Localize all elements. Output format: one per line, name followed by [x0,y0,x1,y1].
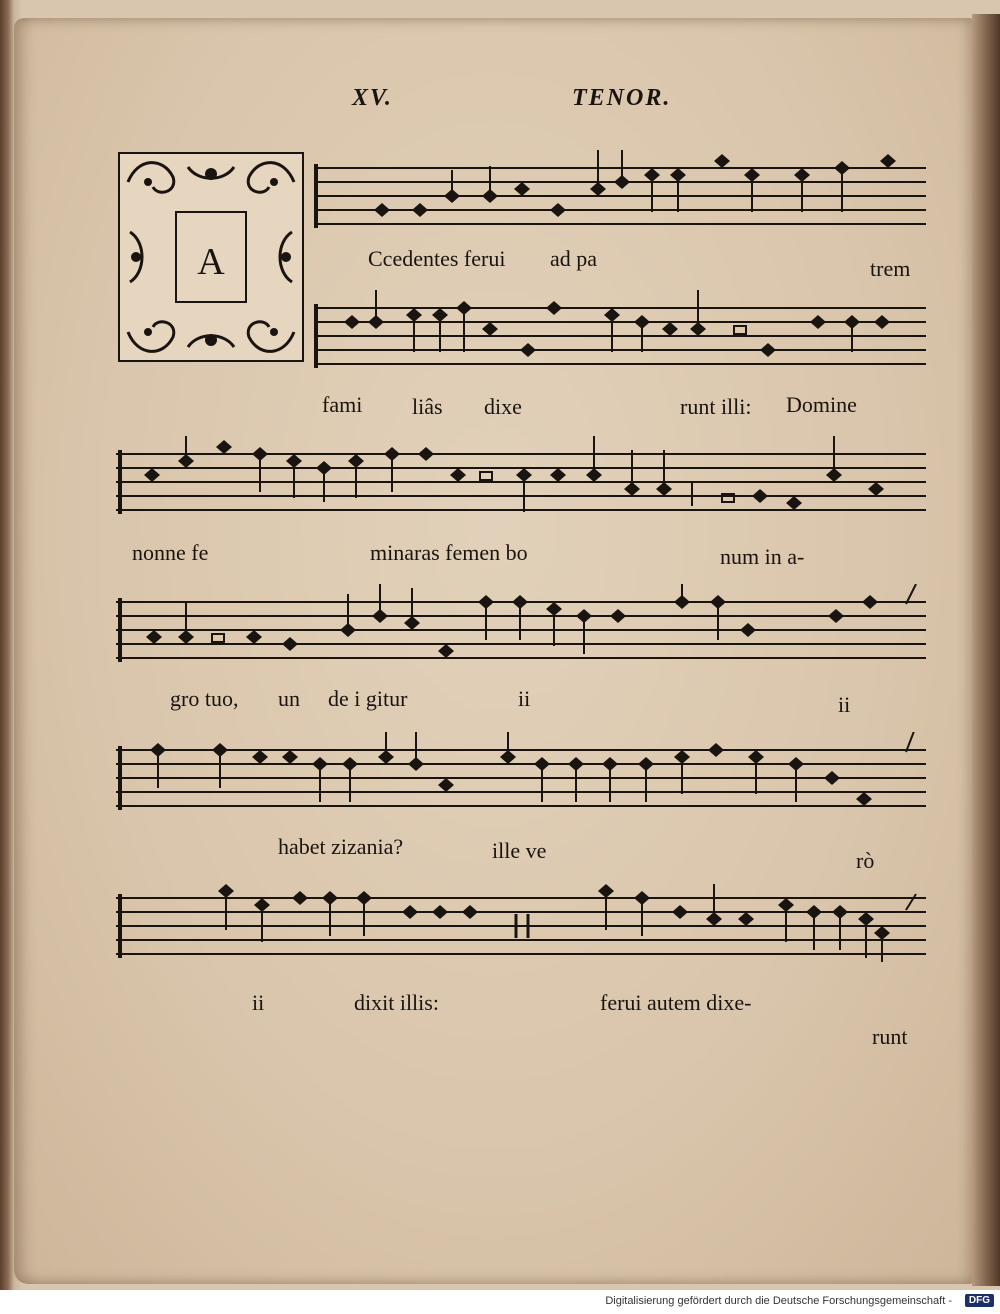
lyric-4-5: ii [838,692,851,717]
decorated-initial [118,152,304,362]
staff-5 [116,732,926,814]
lyric-6-3: ferui autem dixe- [600,990,752,1015]
lyric-3-1: nonne fe [132,540,209,565]
footer-bar [0,1290,1000,1314]
lyric-3-3: num in a- [720,544,805,569]
lyric-4-2: un [278,686,300,711]
lyric-2-3: dixe [484,394,522,419]
lyric-1-1: Ccedentes ferui [368,246,506,271]
lyric-1-2: ad pa [550,246,598,271]
staff-6 [116,880,926,962]
staff-1 [314,150,926,230]
lyric-2-5: Domine [786,392,857,417]
lyric-4-1: gro tuo, [170,686,239,711]
lyric-5-3: rò [856,848,875,873]
initial-letter: A [197,241,225,283]
page-gutter [972,14,1000,1286]
page-number: XV. [352,85,393,111]
footer-credit: Digitalisierung gefördert durch die Deutsche Forschungsgemeinschaft - [605,1295,952,1307]
lyric-3-2: minaras femen bo [370,540,528,565]
staff-3 [116,436,926,518]
lyric-4-3: de i gitur [328,686,408,711]
lyric-5-2: ille ve [492,838,547,863]
lyric-6-1: ii [252,990,265,1015]
lyric-2-4: runt illi: [680,394,752,419]
dfg-logo: DFG [965,1294,994,1307]
staff-2 [314,290,926,372]
voice-title: TENOR. [572,85,672,111]
lyric-4-4: ii [518,686,531,711]
lyric-2-2: liâs [412,394,443,419]
lyric-1-3: trem [870,256,911,281]
lyric-2-1: fami [322,392,363,417]
lyric-5-1: habet zizania? [278,834,404,859]
staff-4 [116,584,926,666]
lyric-7-1: runt [872,1024,908,1049]
lyric-6-2: dixit illis: [354,990,439,1015]
